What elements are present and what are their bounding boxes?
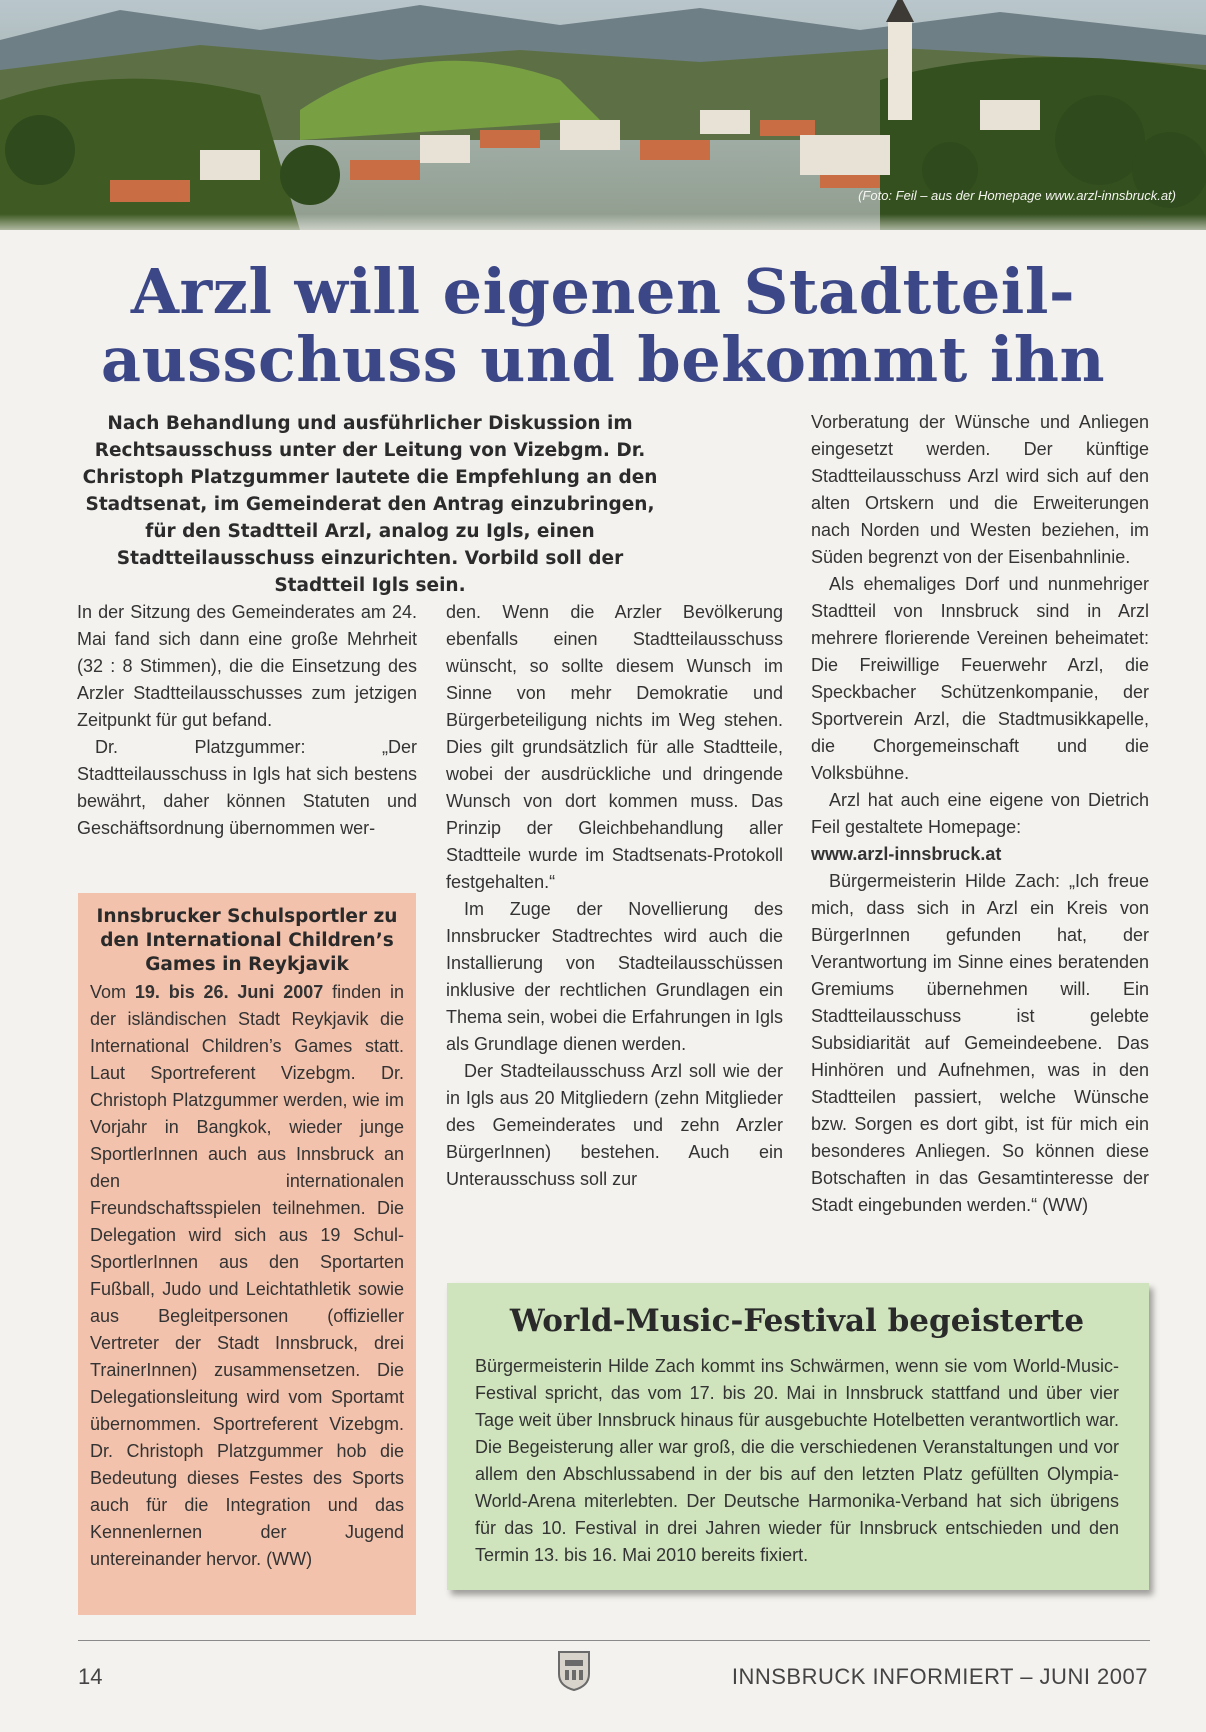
col1-paragraph-2: Dr. Platzgummer: „Der Stadtteilausschuss in Igls hat sich bestens bewährt, daher können Statuten und Geschäftsordnung übernommen wer- xyxy=(77,737,417,838)
sidebar-title: Innsbrucker Schulsportler zu den International Children’s Games in Reykjavik xyxy=(96,906,398,975)
col3-paragraph-2: Als ehemaliges Dorf und nunmehriger Stadtteil von Innsbruck sind in Arzl mehrere florierende Vereinen beheimatet: Die Freiwillige Feuerwehr Arzl, die Speckbacher Schützenkompanie, der Sportverein Arzl, die Stadtmusikkapelle, die Chorgemeinschaft und die Volksbühne. xyxy=(811,574,1149,783)
sidebar-body xyxy=(90,979,404,1573)
col3-paragraph-1: Vorberatung der Wünsche und Anliegen eingesetzt werden. Der künftige Stadtteilausschuss Arzl wird sich auf den alten Ortskern und die Erweiterungen nach Norden und Westen beziehen, im Süden begrenzt von der Eisenbahnlinie. xyxy=(811,412,1149,567)
music-festival-body: Bürgermeisterin Hilde Zach kommt ins Schwärmen, wenn sie vom World-Music-Festival spricht, das vom 17. bis 20. Mai in Innsbruck stattfand und über vier Tage weit über Innsbruck hinaus für ausgebuchte Hotelbetten verantwortlich war. Die Begeisterung aller war groß, die die verschiedenen Veranstaltungen und vor allem den Abschlussabend in der bis auf den letzten Platz gefüllten Olympia-World-Arena miterlebten. Der Deutsche Harmonika-Verband hat sich übrigens für das 10. Festival in drei Jahren wieder für Innsbruck entschieden und den Termin 13. bis 16. Mai 2010 bereits fixiert. xyxy=(475,1356,1119,1565)
sidebar-box xyxy=(78,893,416,1615)
music-festival-title: World-Music-Festival begeisterte xyxy=(509,1303,1085,1339)
sidebar-lead-prefix: Vom xyxy=(90,982,135,1002)
header-photo xyxy=(0,0,1206,230)
headline-line-1: Arzl will eigenen Stadtteil- xyxy=(130,255,1076,328)
innsbruck-crest-icon xyxy=(557,1648,591,1692)
col3-paragraph-3: Arzl hat auch eine eigene von Dietrich Feil gestaltete Homepage: xyxy=(811,790,1149,837)
col3-paragraph-4: Bürgermeisterin Hilde Zach: „Ich freue mich, dass sich in Arzl ein Kreis von BürgerInnen gefunden hat, der Verantwortung im Sinne eines beratenden Gremiums übernehmen will. Ein Stadtteilausschuss ist gelebte Subsidiarität auf Gemeindeebene. Das Hinhören und Aufnehmen, was in den Stadtteilen passiert, welche Wünsche bzw. Sorgen es dort gibt, ist für mich ein besonderes Anliegen. So können diese Botschaften in das Gesamtinteresse der Stadt eingebunden werden.“ (WW) xyxy=(811,871,1149,1215)
publication-name: INNSBRUCK INFORMIERT – JUNI 2007 xyxy=(731,1664,1148,1689)
page-number: 14 xyxy=(78,1664,103,1689)
photo-fade xyxy=(0,214,1206,240)
headline-line-2: ausschuss und bekommt ihn xyxy=(100,323,1106,396)
music-festival-box xyxy=(447,1283,1149,1590)
col1-paragraph-1: In der Sitzung des Gemeinderates am 24. Mai fand sich dann eine große Mehrheit (32 : 8 Stimmen), die die Einsetzung des Arzler Stadtteilausschusses zum jetzigen Zeitpunkt für gut befand. xyxy=(77,602,417,730)
col2-paragraph-1: den. Wenn die Arzler Bevölkerung ebenfalls einen Stadtteilausschuss wünscht, so sollte diesem Wunsch im Sinne von mehr Demokratie und Bürgerbeteiligung nichts im Weg stehen. Dies gilt grundsätzlich für alle Stadtteile, wobei der ausdrückliche und dringende Wunsch von dort kommen muss. Das Prinzip der Gleichbehandlung aller Stadtteile wurde im Stadtsenats-Protokoll festgehalten.“ xyxy=(446,602,783,892)
col2-paragraph-2: Im Zuge der Novellierung des Innsbrucker Stadtrechtes wird auch die Installierung von Stadteilausschüssen inklusive der rechtlichen Grundlagen ein Thema sein, wobei die Erfahrungen in Igls als Grundlage dienen werden. xyxy=(446,899,783,1054)
lead-paragraph: Nach Behandlung und ausführlicher Diskussion im Rechtsausschuss unter der Leitung von Vizebgm. Dr. Christoph Platzgummer lautete die Empfehlung an den Stadtsenat, im Gemeinderat den Antrag einzubringen, für den Stadtteil Arzl, analog zu Igls, einen Stadtteilausschuss einzurichten. Vorbild soll der Stadtteil Igls sein. xyxy=(82,413,658,596)
col2-paragraph-3: Der Stadteilausschuss Arzl soll wie der in Igls aus 20 Mitgliedern (zehn Mitglieder des Gemeinderates und zehn Arzler BürgerInnen) bestehen. Auch ein Unterausschuss soll zur xyxy=(446,1061,783,1189)
footer-divider xyxy=(78,1640,1150,1641)
photo-credit: (Foto: Feil – aus der Homepage www.arzl-innsbruck.at) xyxy=(858,188,1176,203)
article-column-2 xyxy=(446,599,783,1193)
sidebar-dates: 19. bis 26. Juni 2007 xyxy=(134,982,324,1002)
article-column-1 xyxy=(77,599,417,842)
headline xyxy=(0,255,1206,396)
sidebar-text: finden in der isländischen Stadt Reykjavik die International Children’s Games statt. Laut Sportreferent Vizebgm. Dr. Christoph Platzgummer werden, wie im Vorjahr in Bangkok, wieder junge SportlerInnen auch aus Innsbruck an den internationalen Freundschaftsspielen teilnehmen. Die Delegation wird sich aus 19 Schul-SportlerInnen aus den Sportarten Fußball, Judo und Leichtathletik sowie aus Begleitpersonen (offizieller Vertreter der Stadt Innsbruck, drei TrainerInnen) zusammensetzen. Die Delegationsleitung wird vom Sportamt übernommen. Sportreferent Vizebgm. Dr. Christoph Platzgummer hob die Bedeutung dieses Festes des Sports auch für die Integration und das Kennenlernen der Jugend untereinander hervor. (WW) xyxy=(90,982,404,1569)
homepage-link[interactable]: www.arzl-innsbruck.at xyxy=(811,844,1002,864)
article-column-3 xyxy=(811,409,1149,1219)
